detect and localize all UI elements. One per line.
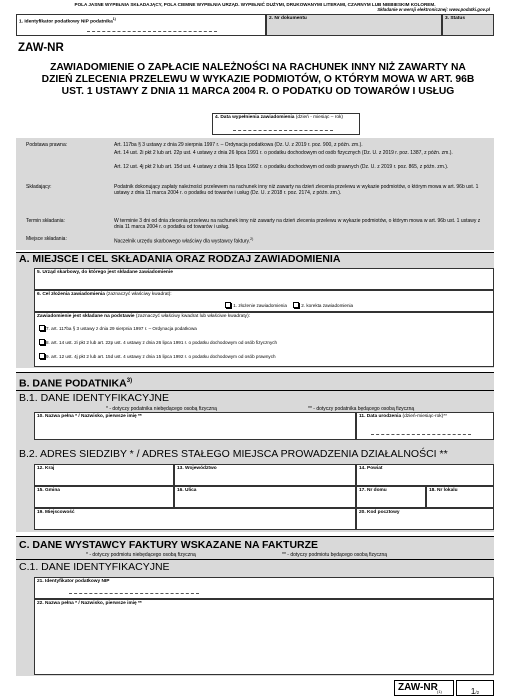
nip-entry-line [87, 28, 217, 32]
fill-date-wrap [212, 113, 360, 135]
podstawa-label: Podstawa prawna: [26, 142, 68, 148]
issuer-name-label: 22. Nazwa pełna * / Nazwisko, pierwsze imię ** [37, 601, 142, 606]
basis-option-7[interactable]: 7. art. 117ba § 3 ustawy z dnia 29 sierpnia 1997 r. – Ordynacja podatkowa [39, 325, 197, 331]
b1-title: B.1. DANE IDENTYFIKACYJNE [19, 392, 169, 404]
issuer-nip-field[interactable] [34, 577, 494, 599]
footer-page-box: 1/2 [456, 680, 494, 696]
house-number-field[interactable]: 17. Nr domu [356, 486, 426, 508]
status-field [442, 14, 494, 36]
full-name-label: 10. Nazwa pełna * / Nazwisko, pierwsze imię ** [37, 414, 142, 419]
fill-date-field[interactable]: 4. Data wypełnienia zawiadomienia (dzień - miesiąc – rok) [212, 113, 360, 135]
termin-text: W terminie 3 dni od dnia zlecenia przelewu na rachunek inny niż zawarty na dzień zlecenia przelewu w wykazie podmiotów, o którym mowa w art. 96b ust. 1 ustawy z dnia 11 marca 2004 r. o podatku od towarów i usług. [114, 218, 481, 230]
option-correction[interactable]: 2. korekta zawiadomienia [293, 302, 353, 308]
c1-title: C.1. DANE IDENTYFIKACYJNE [19, 561, 170, 573]
basis-option-8[interactable]: 8. art. 14 ust. 2i pkt 2 lub art. 22p ust. 4 ustawy z dnia 26 lipca 1991 r. o podatku dochodowym od osób fizycznych [39, 339, 277, 345]
birth-date-label: 11. Data urodzenia [359, 414, 402, 419]
podstawa-2: Art. 14 ust. 2i pkt 2 lub art. 22p ust. 4 ustawy z dnia 26 lipca 1991 r. o podatku dochodowym od osób fizycznych (Dz. U. z 2019 r. poz. 1387, z późn. zm.). [114, 150, 453, 156]
birth-date-entry-line [371, 431, 471, 435]
b2-title: B.2. ADRES SIEDZIBY * / ADRES STAŁEGO MIEJSCA PROWADZENIA DZIAŁALNOŚCI ** [19, 448, 448, 460]
purpose-label: 6. Cel złożenia zawiadomienia [37, 292, 105, 297]
c-note-person: ** - dotyczy podmiotu będącego osobą fizyczną [282, 552, 388, 558]
miejsce-text: Naczelnik urzędu skarbowego właściwy dla wystawcy faktury.$^{2)}$ [114, 237, 254, 245]
b1-note-person: ** - dotyczy podatnika będącego osobą fizyczną [308, 406, 415, 412]
electronic-submission-note: Składanie w wersji elektronicznej: www.podatki.gov.pl [377, 7, 490, 12]
option-submit[interactable]: 1. złożenie zawiadomienia [225, 302, 287, 308]
country-field[interactable]: 12. Kraj [34, 464, 174, 486]
purpose-field: 6. Cel złożenia zawiadomienia (zaznaczyć właściwy kwadrat): 1. złożenie zawiadomienia 2. korekta zawiadomienia [34, 290, 494, 312]
footer-page-total: 2 [476, 690, 480, 695]
basis-option-9[interactable]: 9. art. 12 ust. 4j pkt 2 lub art. 15d ust. 4 ustawy z dnia 15 lipca 1992 r. o podatku dochodowym od osób prawnych [39, 353, 276, 359]
apartment-number-field[interactable]: 18. Nr lokalu [426, 486, 494, 508]
tax-office-label: 5. Urząd skarbowy, do którego jest składane zawiadomienie [37, 270, 173, 275]
termin-label: Termin składania: [26, 218, 65, 224]
section-a-title: A. MIEJSCE I CEL SKŁADANIA ORAZ RODZAJ ZAWIADOMIENIA [19, 253, 341, 265]
footer-code-box [394, 680, 454, 696]
footer-page-number: 1 [470, 687, 476, 696]
nip-label: 1. Identyfikator podatkowy NIP podatnika [19, 19, 113, 25]
fill-instructions: POLA JASNE WYPEŁNIA SKŁADAJĄCY, POLA CIEMNE WYPEŁNIA URZĄD. WYPEŁNIĆ DUŻYMI, DRUKOWANYMI LITERAMI, CZARNYM LUB NIEBIESKIM KOLOREM. [74, 2, 436, 7]
basis-8-checkbox[interactable] [39, 339, 45, 345]
birth-date-field[interactable]: 11. Data urodzenia (dzień-miesiąc-rok)** [356, 412, 494, 440]
nip-field[interactable]: 1. Identyfikator podatkowy NIP podatnika$^{1)}$ [16, 14, 266, 36]
issuer-nip-label: 21. Identyfikator podatkowy NIP [37, 579, 110, 584]
fill-date-entry-line [233, 127, 333, 131]
section-b-title: B. DANE PODATNIKA$^{3)}$ [19, 377, 133, 390]
basis-field: Zawiadomienie jest składane na podstawie (zaznaczyć właściwy kwadrat lub właściwe kwadraty): 7. art. 117ba § 3 ustawy z dnia 29 sierpnia 1997 r. – Ordynacja podatkowa 8. art. 14 ust. 2i pkt 2 lub art. 22p ust. 4 ustawy z dnia 26 lipca 1991 r. o podatku dochodowym od osób fizycznych 9. art. 12 ust. 4j pkt 2 lub art. 15d ust. 4 ustawy z dnia 15 lipca 1992 r. o podatku dochodowym od osób prawnych [34, 312, 494, 367]
full-name-field[interactable] [34, 412, 356, 440]
header-row [16, 14, 494, 36]
form-title: ZAWIADOMIENIE O ZAPŁACIE NALEŻNOŚCI NA RACHUNEK INNY NIŻ ZAWARTY NA DZIEŃ ZLECENIA PRZELEWU W WYKAZIE PODMIOTÓW, O KTÓRYM MOWA W ART. 96B UST. 1 USTAWY Z DNIA 11 MARCA 2004 R. O PODATKU OD TOWARÓW I USŁUG [41, 62, 475, 97]
c-note-entity: * - dotyczy podmiotu niebędącego osobą fizyczną [86, 552, 196, 558]
status-label: 3. Status [445, 16, 465, 21]
info-block [16, 138, 494, 250]
issuer-name-field[interactable] [34, 599, 494, 675]
basis-7-checkbox[interactable] [39, 325, 45, 331]
footer-form-code: ZAW-NR [398, 682, 438, 693]
basis-9-checkbox[interactable] [39, 353, 45, 359]
c1-divider [16, 559, 494, 560]
skladajacy-label: Składający: [26, 184, 52, 190]
fill-date-label: 4. Data wypełnienia zawiadomienia [215, 115, 295, 120]
document-number-field [266, 14, 442, 36]
b1-note-entity: * - dotyczy podatnika niebędącego osobą fizyczną [106, 406, 217, 412]
correction-checkbox[interactable] [293, 302, 299, 308]
postal-code-field[interactable]: 20. Kod pocztowy [356, 508, 494, 530]
county-field[interactable]: 14. Powiat [356, 464, 494, 486]
form-code: ZAW-NR [18, 42, 64, 54]
section-b [16, 372, 494, 532]
basis-label: Zawiadomienie jest składane na podstawie [37, 314, 135, 319]
street-field[interactable]: 16. Ulica [174, 486, 356, 508]
section-c [16, 536, 494, 676]
issuer-nip-entry-line [69, 590, 199, 594]
tax-office-field[interactable] [34, 268, 494, 290]
footer-version: (1) [437, 689, 442, 694]
skladajacy-text: Podatnik dokonujący zapłaty należności przelewem na rachunek inny niż zawarty na dzień zlecenia przelewu w wykazie podmiotów, o którym mowa w art. 96b ust. 1 ustawy z dnia 11 marca 2004 r. o podatku od towarów i usług (Dz. U. z 2018 r. poz. 2174, z późn. zm.). [114, 184, 479, 196]
city-field[interactable]: 19. Miejscowość [34, 508, 356, 530]
document-number-label: 2. Nr dokumentu [269, 16, 307, 21]
section-c-title: C. DANE WYSTAWCY FAKTURY WSKAZANE NA FAKTURZE [19, 539, 319, 551]
podstawa-1: Art. 117ba § 3 ustawy z dnia 29 sierpnia 1997 r. – Ordynacja podatkowa (Dz. U. z 2019 r. poz. 900, z późn. zm.). [114, 142, 363, 148]
voivodeship-field[interactable]: 13. Województwo [174, 464, 356, 486]
b1-divider [16, 390, 494, 391]
miejsce-label: Miejsce składania: [26, 236, 67, 242]
commune-field[interactable]: 15. Gmina [34, 486, 174, 508]
podstawa-3: Art. 12 ust. 4j pkt 2 lub art. 15d ust. 4 ustawy z dnia 15 lipca 1992 r. o podatku dochodowym od osób prawnych (Dz. U. z 2019 r. poz. 865, z późn. zm.). [114, 164, 449, 170]
section-a [16, 252, 494, 368]
submit-checkbox[interactable] [225, 302, 231, 308]
